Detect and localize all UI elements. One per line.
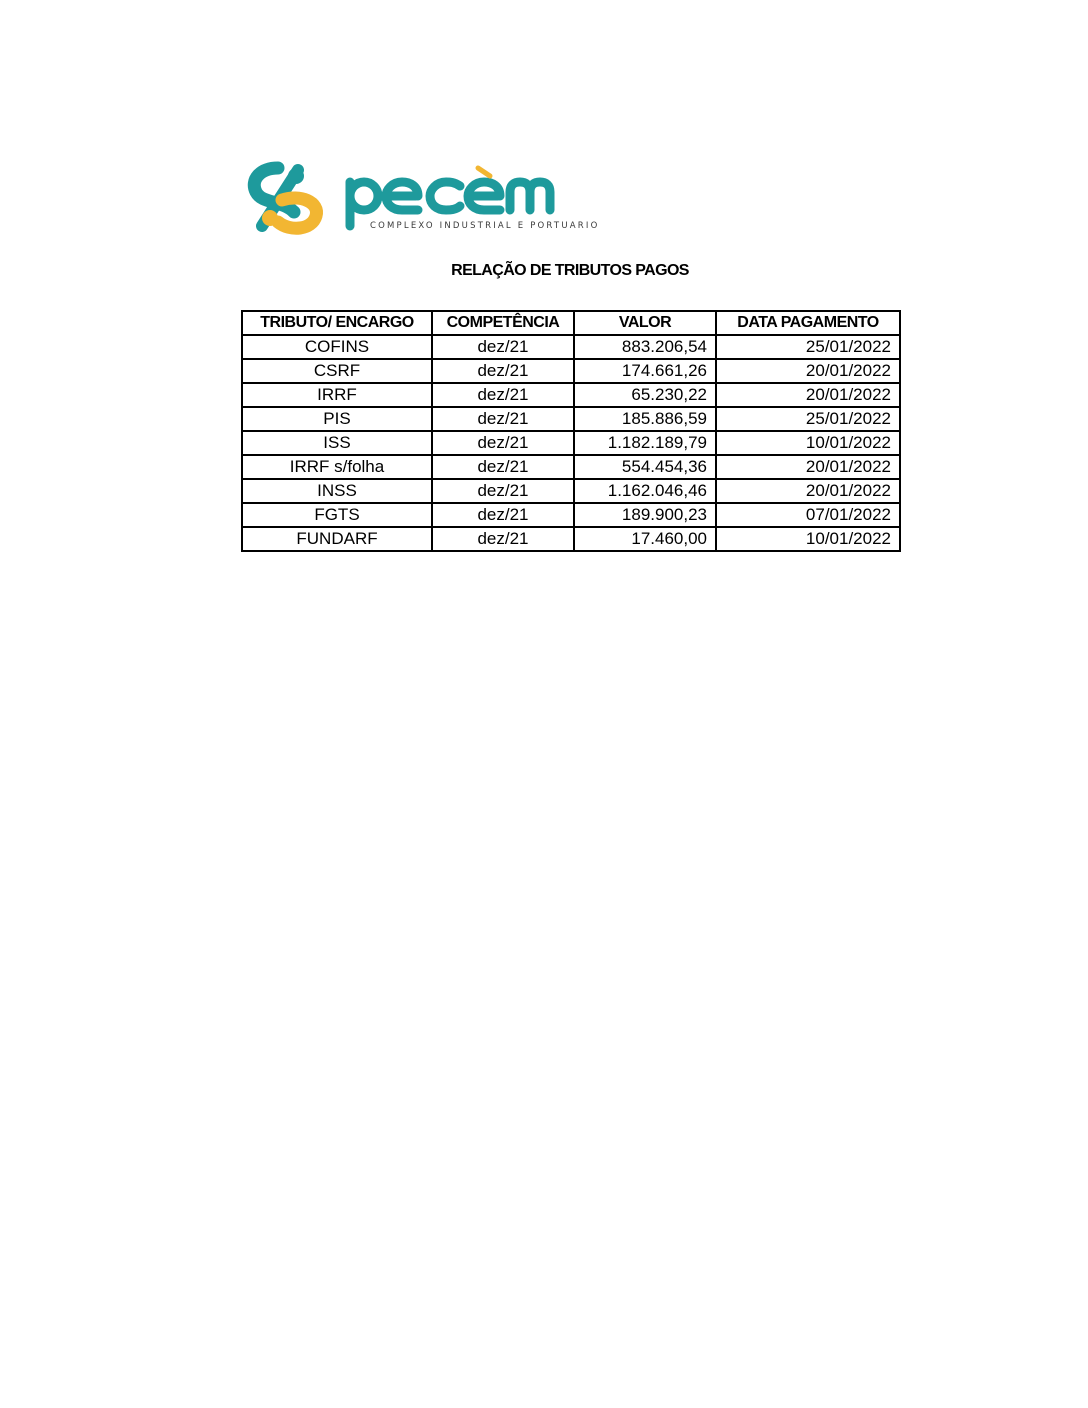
cell-data: 20/01/2022	[716, 455, 900, 479]
cell-tributo: IRRF s/folha	[242, 455, 432, 479]
cell-valor: 174.661,26	[574, 359, 716, 383]
cell-valor: 1.162.046,46	[574, 479, 716, 503]
table-row	[242, 335, 900, 359]
cell-valor: 185.886,59	[574, 407, 716, 431]
pecem-logo	[242, 160, 602, 238]
header-data-pagamento: DATA PAGAMENTO	[716, 311, 900, 335]
cell-competencia: dez/21	[432, 503, 574, 527]
table-row	[242, 407, 900, 431]
pecem-wordmark	[350, 182, 550, 226]
cell-data: 20/01/2022	[716, 479, 900, 503]
cell-competencia: dez/21	[432, 455, 574, 479]
cell-valor: 1.182.189,79	[574, 431, 716, 455]
header-tributo: TRIBUTO/ ENCARGO	[242, 311, 432, 335]
cell-tributo: IRRF	[242, 383, 432, 407]
cell-competencia: dez/21	[432, 527, 574, 551]
cell-data: 10/01/2022	[716, 431, 900, 455]
cell-valor: 554.454,36	[574, 455, 716, 479]
cell-data: 25/01/2022	[716, 407, 900, 431]
cell-valor: 883.206,54	[574, 335, 716, 359]
cell-data: 20/01/2022	[716, 359, 900, 383]
cell-data: 25/01/2022	[716, 335, 900, 359]
cell-tributo: PIS	[242, 407, 432, 431]
cell-competencia: dez/21	[432, 335, 574, 359]
table-header-row	[242, 311, 900, 335]
cell-tributo: FGTS	[242, 503, 432, 527]
header-competencia: COMPETÊNCIA	[432, 311, 574, 335]
cell-competencia: dez/21	[432, 407, 574, 431]
cell-tributo: COFINS	[242, 335, 432, 359]
cell-data: 10/01/2022	[716, 527, 900, 551]
table-row	[242, 527, 900, 551]
cell-tributo: CSRF	[242, 359, 432, 383]
table-row	[242, 455, 900, 479]
document-title: RELAÇÃO DE TRIBUTOS PAGOS	[451, 262, 689, 279]
table-row	[242, 479, 900, 503]
cell-data: 07/01/2022	[716, 503, 900, 527]
cell-competencia: dez/21	[432, 383, 574, 407]
tax-payments-table	[241, 310, 901, 552]
cell-competencia: dez/21	[432, 359, 574, 383]
table-row	[242, 503, 900, 527]
table-row	[242, 431, 900, 455]
cell-tributo: ISS	[242, 431, 432, 455]
cell-tributo: FUNDARF	[242, 527, 432, 551]
table-row	[242, 383, 900, 407]
cell-valor: 17.460,00	[574, 527, 716, 551]
cell-valor: 65.230,22	[574, 383, 716, 407]
cell-tributo: INSS	[242, 479, 432, 503]
cell-competencia: dez/21	[432, 431, 574, 455]
pecem-symbol-icon	[254, 168, 316, 228]
cell-data: 20/01/2022	[716, 383, 900, 407]
pecem-logo-graphic	[242, 160, 602, 238]
cell-valor: 189.900,23	[574, 503, 716, 527]
header-valor: VALOR	[574, 311, 716, 335]
cell-competencia: dez/21	[432, 479, 574, 503]
table-row	[242, 359, 900, 383]
brand-tagline: COMPLEXO INDUSTRIAL E PORTUARIO	[370, 221, 600, 231]
